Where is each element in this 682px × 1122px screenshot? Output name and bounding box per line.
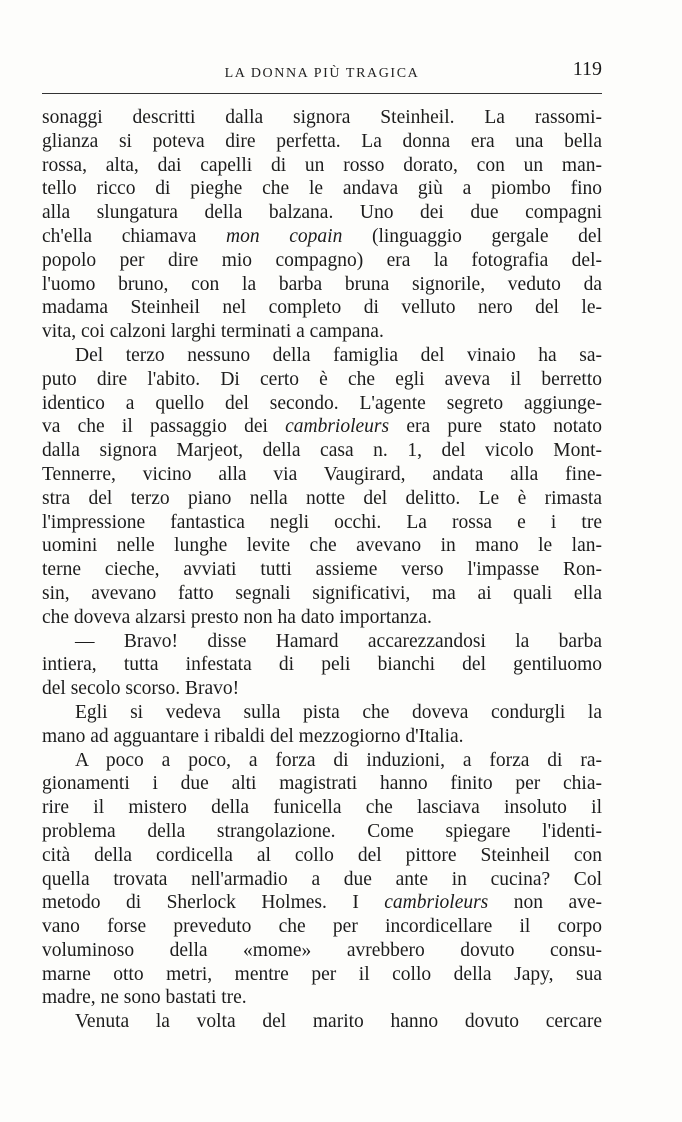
text-line: [42, 653, 602, 677]
text-run: mano ad agguantare i ribaldi del mezzogiorno d'Italia.: [42, 725, 464, 747]
text-run: l'uomo bruno, con la barba bruna signorile, veduto da: [42, 273, 602, 295]
text-run: — Bravo! disse Hamard accarezzandosi la barba: [75, 630, 602, 652]
text-run: puto dire l'abito. Di certo è che egli aveva il berretto: [42, 368, 602, 390]
text-run: l'impressione fantastica negli occhi. La rossa e i tre: [42, 511, 602, 533]
text-line: [42, 582, 602, 606]
text-line: [42, 820, 602, 844]
text-line: [42, 606, 602, 630]
text-line: [42, 439, 602, 463]
text-line: [42, 177, 602, 201]
text-run: metodo di Sherlock Holmes. I: [42, 892, 385, 914]
body-text: [42, 106, 602, 1034]
text-run: non ave-: [488, 892, 602, 914]
running-title: LA DONNA PIÙ TRAGICA: [224, 66, 420, 81]
text-run: madre, ne sono bastati tre.: [42, 987, 247, 1009]
italic-text: cambrioleurs: [285, 416, 390, 438]
text-run: rossa, alta, dai capelli di un rosso dorato, con un man-: [42, 154, 602, 176]
text-run: gionamenti i due alti magistrati hanno finito per chia-: [42, 773, 602, 795]
text-run: problema della strangolazione. Come spiegare l'identi-: [42, 820, 602, 842]
text-run: dalla signora Marjeot, della casa n. 1, del vicolo Mont-: [42, 440, 602, 462]
text-run: marne otto metri, mentre per il collo della Japy, sua: [42, 963, 602, 985]
text-line: [42, 273, 602, 297]
text-line: [42, 487, 602, 511]
text-line: [42, 296, 602, 320]
text-run: rire il mistero della funicella che lasciava insoluto il: [42, 797, 602, 819]
text-line: [42, 320, 602, 344]
text-line: [42, 701, 602, 725]
text-line: [42, 630, 602, 654]
text-line: [42, 463, 602, 487]
text-line: [42, 392, 602, 416]
text-line: [42, 558, 602, 582]
text-run: madama Steinheil nel completo di velluto nero del le-: [42, 297, 602, 319]
text-line: [42, 225, 602, 249]
text-run: terne cieche, avviati tutti assieme verso l'impasse Ron-: [42, 559, 602, 581]
text-run: Egli si vedeva sulla pista che doveva condurgli la: [75, 701, 602, 723]
text-run: uomini nelle lunghe levite che avevano in mano le lan-: [42, 535, 602, 557]
text-run: del secolo scorso. Bravo!: [42, 678, 240, 700]
italic-text: cambrioleurs: [384, 892, 489, 914]
text-run: ch'ella chiamava: [42, 225, 227, 247]
text-line: [42, 749, 602, 773]
text-line: [42, 201, 602, 225]
text-line: [42, 891, 602, 915]
text-line: [42, 796, 602, 820]
text-run: stra del terzo piano nella notte del delitto. Le è rimasta: [42, 487, 602, 509]
text-run: intiera, tutta infestata di peli bianchi del gentiluomo: [42, 654, 602, 676]
page-number: 119: [572, 58, 602, 80]
text-line: [42, 939, 602, 963]
text-line: [42, 130, 602, 154]
text-run: sonaggi descritti dalla signora Steinheil. La rassomi-: [42, 107, 602, 128]
text-line: [42, 1010, 602, 1034]
text-run: glianza si poteva dire perfetta. La donna era una bella: [42, 130, 602, 152]
text-run: Del terzo nessuno della famiglia del vinaio ha sa-: [75, 344, 602, 366]
text-line: [42, 677, 602, 701]
text-line: [42, 915, 602, 939]
text-line: [42, 772, 602, 796]
text-run: identico a quello del secondo. L'agente segreto aggiunge-: [42, 392, 602, 414]
text-run: A poco a poco, a forza di induzioni, a forza di ra-: [75, 749, 602, 771]
text-run: era pure stato notato: [389, 416, 602, 438]
text-line: [42, 106, 602, 130]
text-run: Venuta la volta del marito hanno dovuto cercare: [75, 1011, 602, 1033]
text-run: Tennerre, vicino alla via Vaugirard, andata alla fine-: [42, 463, 602, 485]
text-line: [42, 415, 602, 439]
text-line: [42, 844, 602, 868]
text-run: va che il passaggio dei: [42, 416, 286, 438]
text-line: [42, 249, 602, 273]
text-line: [42, 154, 602, 178]
text-run: tello ricco di pieghe che le andava giù a piombo fino: [42, 178, 602, 200]
header-rule: [42, 93, 602, 94]
text-line: [42, 534, 602, 558]
text-line: [42, 868, 602, 892]
text-run: cità della cordicella al collo del pittore Steinheil con: [42, 844, 602, 866]
text-run: vano forse preveduto che per incordicellare il corpo: [42, 916, 602, 938]
text-run: sin, avevano fatto segnali significativi, ma ai quali ella: [42, 582, 602, 604]
text-run: voluminoso della «mome» avrebbero dovuto consu-: [42, 939, 602, 961]
text-run: popolo per dire mio compagno) era la fotografia del-: [42, 249, 602, 271]
text-line: [42, 725, 602, 749]
text-line: [42, 511, 602, 535]
text-run: (linguaggio gergale del: [342, 225, 602, 247]
italic-text: mon copain: [226, 225, 343, 247]
text-run: alla slungatura della balzana. Uno dei due compagni: [42, 202, 602, 224]
text-run: che doveva alzarsi presto non ha dato importanza.: [42, 606, 432, 628]
text-line: [42, 963, 602, 987]
text-line: [42, 986, 602, 1010]
text-run: vita, coi calzoni larghi terminati a campana.: [42, 321, 384, 343]
running-head: [42, 58, 602, 88]
text-run: quella trovata nell'armadio a due ante in cucina? Col: [42, 868, 602, 890]
text-line: [42, 368, 602, 392]
text-line: [42, 344, 602, 368]
